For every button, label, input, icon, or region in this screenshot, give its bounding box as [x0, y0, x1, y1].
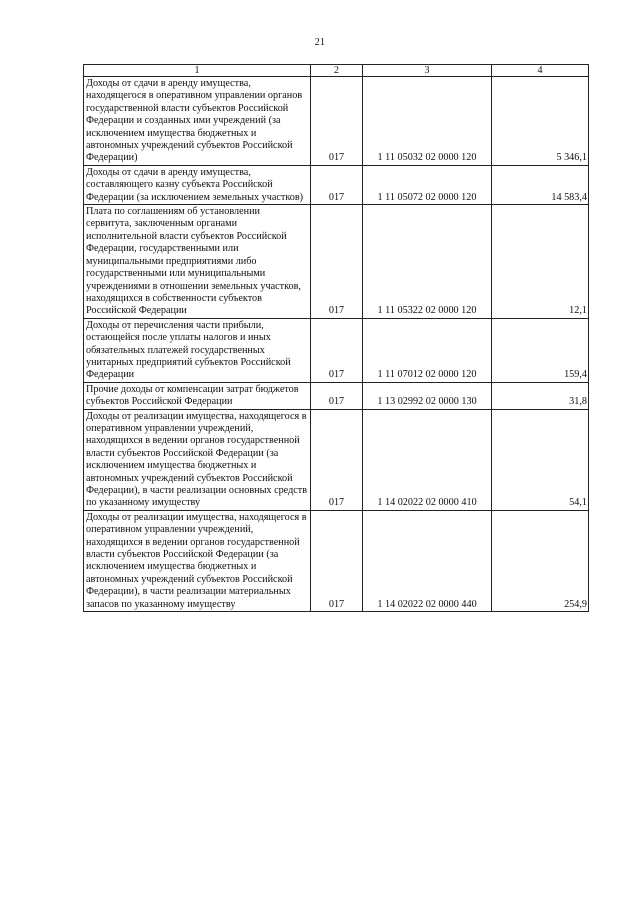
table-row [84, 409, 589, 510]
table-row [84, 510, 589, 611]
amount-cell: 5 346,1 [492, 77, 589, 166]
revenue-name-cell: Доходы от сдачи в аренду имущества, находящегося в оперативном управлении органов государственной власти субъектов Российской Федерации и созданных ими учреждений (за исключением имущества бюджетных и автономных учреждений субъектов Российской Федерации) [84, 77, 311, 166]
admin-code-cell: 017 [311, 510, 363, 611]
admin-code-cell: 017 [311, 77, 363, 166]
budget-classification-code-cell: 1 13 02992 02 0000 130 [363, 382, 492, 409]
admin-code-cell: 017 [311, 409, 363, 510]
admin-code-cell: 017 [311, 165, 363, 204]
budget-classification-code-cell: 1 11 05032 02 0000 120 [363, 77, 492, 166]
budget-classification-code-cell: 1 14 02022 02 0000 410 [363, 409, 492, 510]
column-header-4: 4 [492, 65, 589, 77]
amount-cell: 14 583,4 [492, 165, 589, 204]
column-header-1: 1 [84, 65, 311, 77]
table-row [84, 318, 589, 382]
table-row [84, 77, 589, 166]
admin-code-cell: 017 [311, 205, 363, 319]
budget-classification-code-cell: 1 11 05322 02 0000 120 [363, 205, 492, 319]
table-row [84, 382, 589, 409]
amount-cell: 159,4 [492, 318, 589, 382]
column-header-2: 2 [311, 65, 363, 77]
amount-cell: 31,8 [492, 382, 589, 409]
revenue-name-cell: Доходы от сдачи в аренду имущества, составляющего казну субъекта Российской Федерации (за исключением земельных участков) [84, 165, 311, 204]
revenue-name-cell: Прочие доходы от компенсации затрат бюджетов субъектов Российской Федерации [84, 382, 311, 409]
revenue-name-cell: Доходы от перечисления части прибыли, остающейся после уплаты налогов и иных обязательных платежей государственных унитарных предприятий субъектов Российской Федерации [84, 318, 311, 382]
budget-classification-code-cell: 1 14 02022 02 0000 440 [363, 510, 492, 611]
admin-code-cell: 017 [311, 382, 363, 409]
admin-code-cell: 017 [311, 318, 363, 382]
revenue-name-cell: Доходы от реализации имущества, находящегося в оперативном управлении учреждений, находящихся в ведении органов государственной власти субъектов Российской Федерации (за исключением имущества бюджетных и автономных учреждений субъектов Российской Федерации), в части реализации основных средств по указанному имуществу [84, 409, 311, 510]
column-number-row [84, 65, 589, 77]
revenue-name-cell: Доходы от реализации имущества, находящегося в оперативном управлении учреждений, находящихся в ведении органов государственной власти субъектов Российской Федерации (за исключением имущества бюджетных и автономных учреждений субъектов Российской Федерации), в части реализации материальных запасов по указанному имуществу [84, 510, 311, 611]
amount-cell: 254,9 [492, 510, 589, 611]
budget-classification-code-cell: 1 11 05072 02 0000 120 [363, 165, 492, 204]
table-row [84, 165, 589, 204]
amount-cell: 54,1 [492, 409, 589, 510]
amount-cell: 12,1 [492, 205, 589, 319]
column-header-3: 3 [363, 65, 492, 77]
table-row [84, 205, 589, 319]
revenue-name-cell: Плата по соглашениям об установлении сервитута, заключенным органами исполнительной власти субъектов Российской Федерации, государственными или муниципальными предприятиями либо государственными или муниципальными учреждениями в отношении земельных участков, находящихся в собственности субъектов Российской Федерации [84, 205, 311, 319]
budget-classification-code-cell: 1 11 07012 02 0000 120 [363, 318, 492, 382]
page-number: 21 [314, 37, 326, 48]
revenue-table [83, 64, 589, 612]
